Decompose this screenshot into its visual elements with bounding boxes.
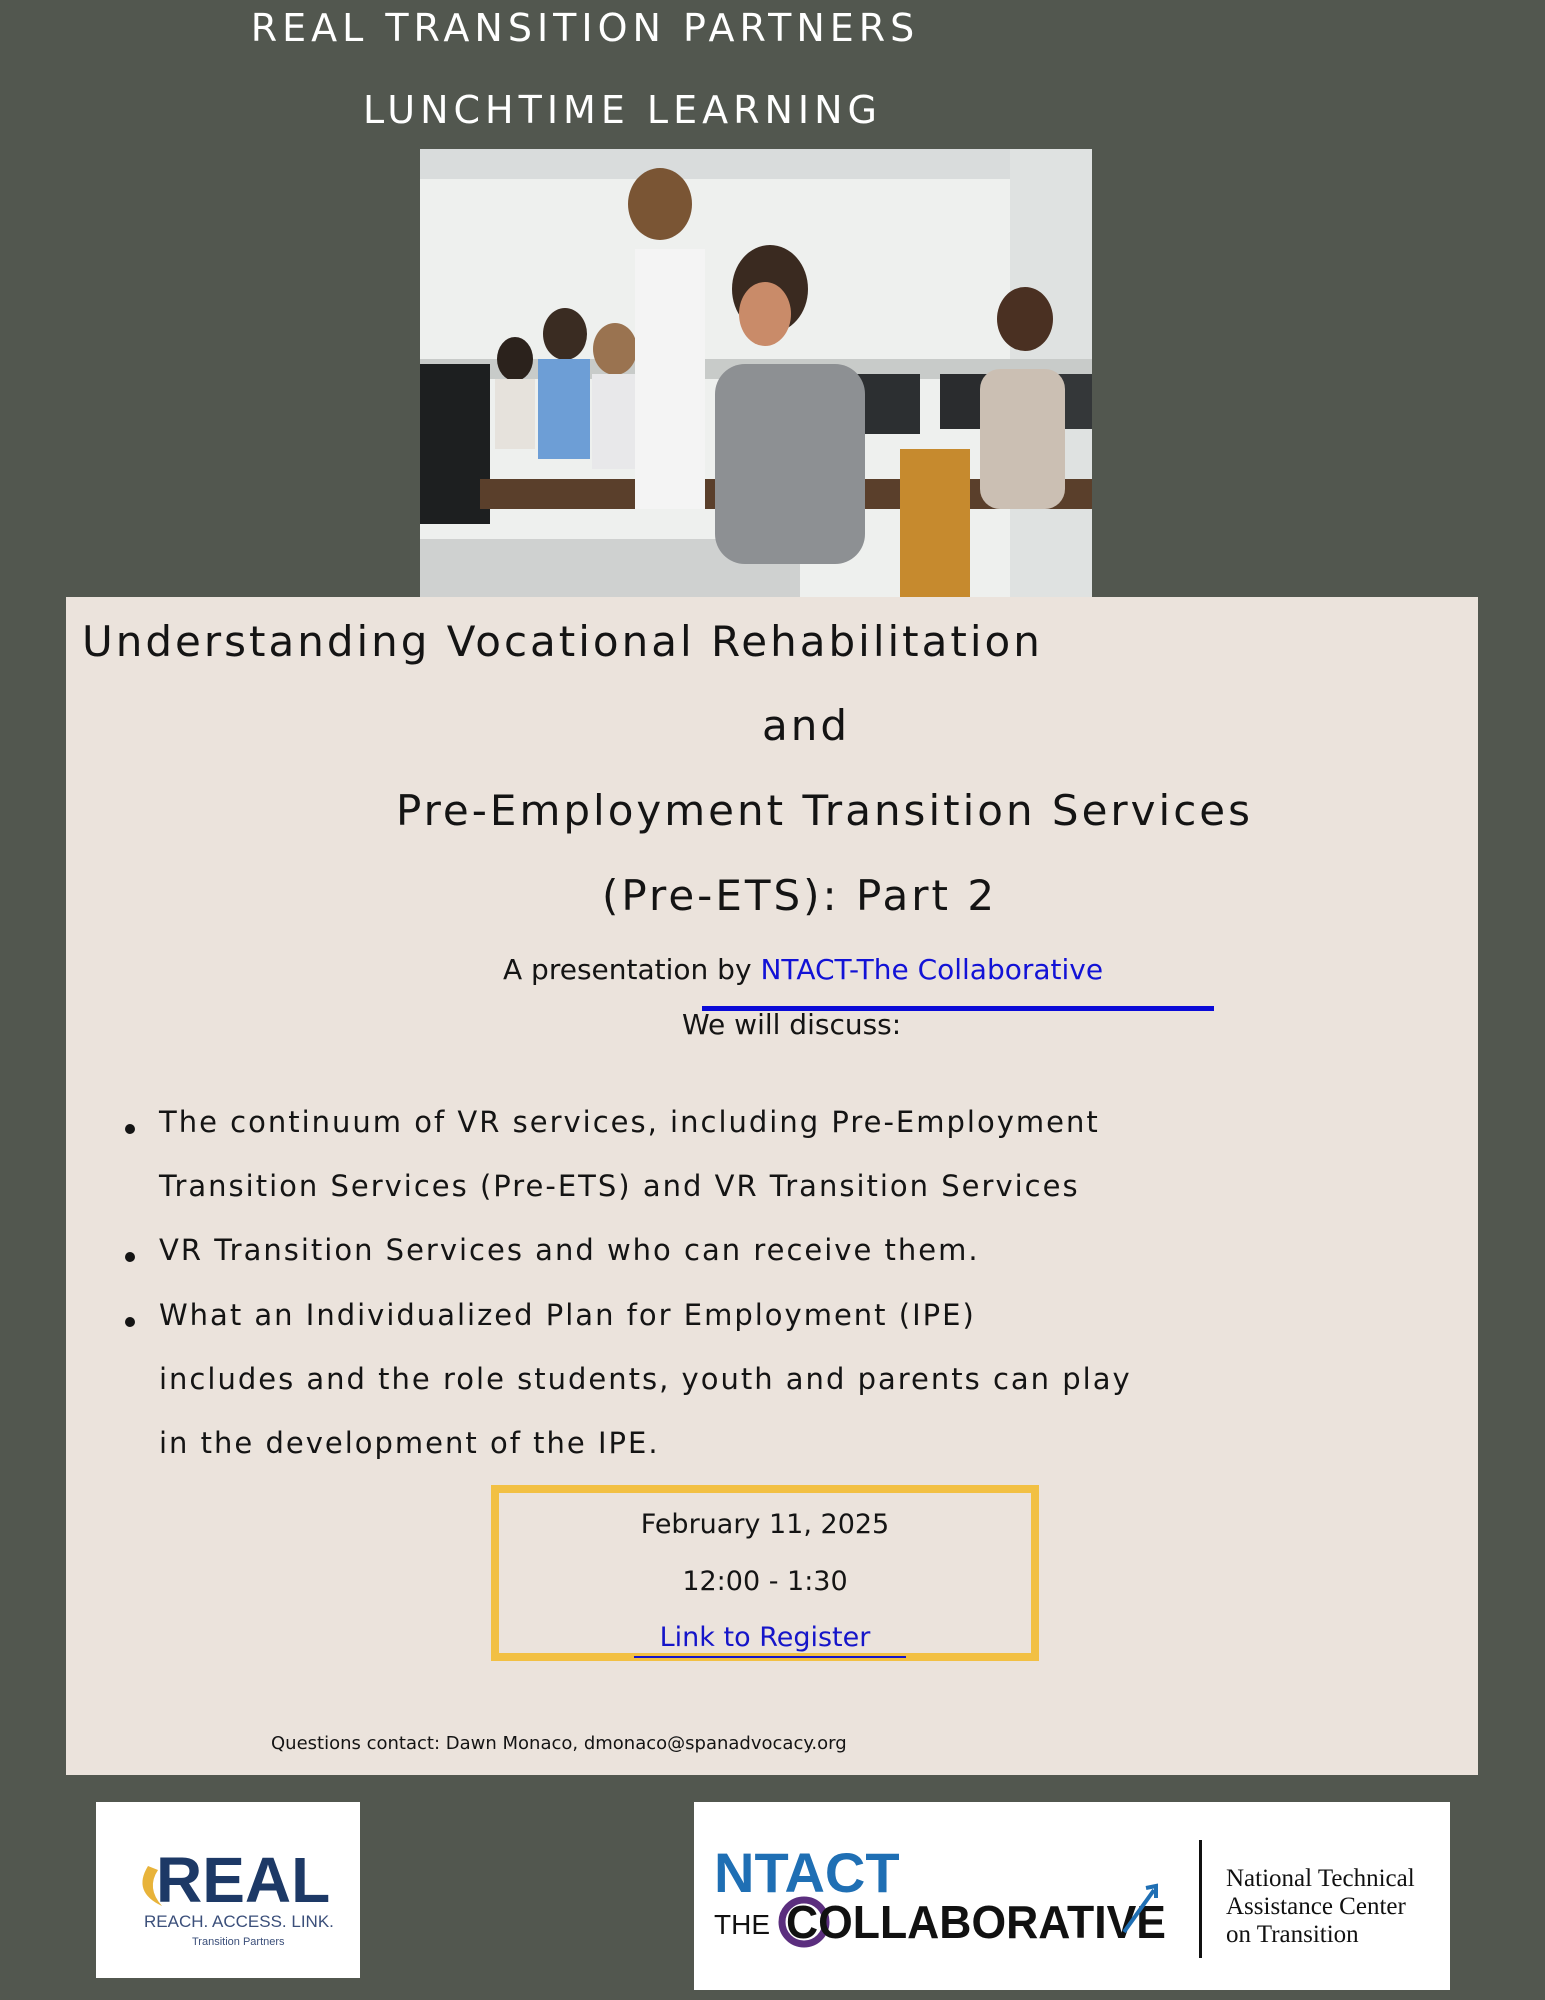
list-item: The continuum of VR services, including Pre-Employment (159, 1105, 1100, 1139)
ntact-the: THE (714, 1909, 770, 1940)
ntact-wordmark: NTACT (714, 1841, 900, 1904)
title-line-3: Pre-Employment Transition Services (396, 786, 1254, 835)
register-link[interactable]: Link to Register (659, 1622, 871, 1653)
presenter-prefix: A presentation by (503, 953, 761, 986)
title-line-1: Understanding Vocational Rehabilitation (82, 617, 1043, 666)
event-date: February 11, 2025 (640, 1509, 890, 1540)
ntact-org-line3: on Transition (1226, 1921, 1359, 1948)
real-subtag: Transition Partners (192, 1936, 285, 1948)
real-wordmark: REAL (156, 1844, 331, 1916)
classroom-photo (420, 149, 1092, 597)
list-item: What an Individualized Plan for Employment (IPE) (159, 1298, 976, 1332)
presenter-line (503, 953, 1103, 986)
contact-line: Questions contact: Dawn Monaco, dmonaco@spanadvocacy.org (271, 1733, 847, 1754)
event-panel (66, 597, 1478, 1775)
event-time: 12:00 - 1:30 (682, 1566, 848, 1597)
register-underline (634, 1656, 906, 1658)
title-line-2: and (762, 701, 851, 750)
ntact-org-line1: National Technical (1226, 1865, 1415, 1892)
list-item: VR Transition Services and who can receive them. (159, 1233, 980, 1267)
ntact-link[interactable]: NTACT-The Collaborative (760, 953, 1104, 986)
bullet-icon (125, 1252, 135, 1262)
ntact-logo (694, 1802, 1450, 1990)
event-details-box (491, 1485, 1039, 1661)
real-tagline: REACH. ACCESS. LINK. (144, 1912, 334, 1931)
real-logo (96, 1802, 360, 1978)
list-item: in the development of the IPE. (159, 1426, 660, 1460)
ntact-org-line2: Assistance Center (1226, 1893, 1406, 1920)
bullet-icon (125, 1124, 135, 1134)
title-line-4: (Pre-ETS): Part 2 (602, 871, 998, 920)
ntact-collaborative: COLLABORATIVE (786, 1896, 1166, 1948)
bullet-icon (125, 1317, 135, 1327)
list-item: includes and the role students, youth and parents can play (159, 1362, 1132, 1396)
header-title: REAL TRANSITION PARTNERS (250, 6, 920, 50)
header-subtitle: LUNCHTIME LEARNING (362, 88, 882, 132)
discuss-heading: We will discuss: (682, 1008, 902, 1041)
list-item: Transition Services (Pre-ETS) and VR Transition Services (159, 1169, 1080, 1203)
